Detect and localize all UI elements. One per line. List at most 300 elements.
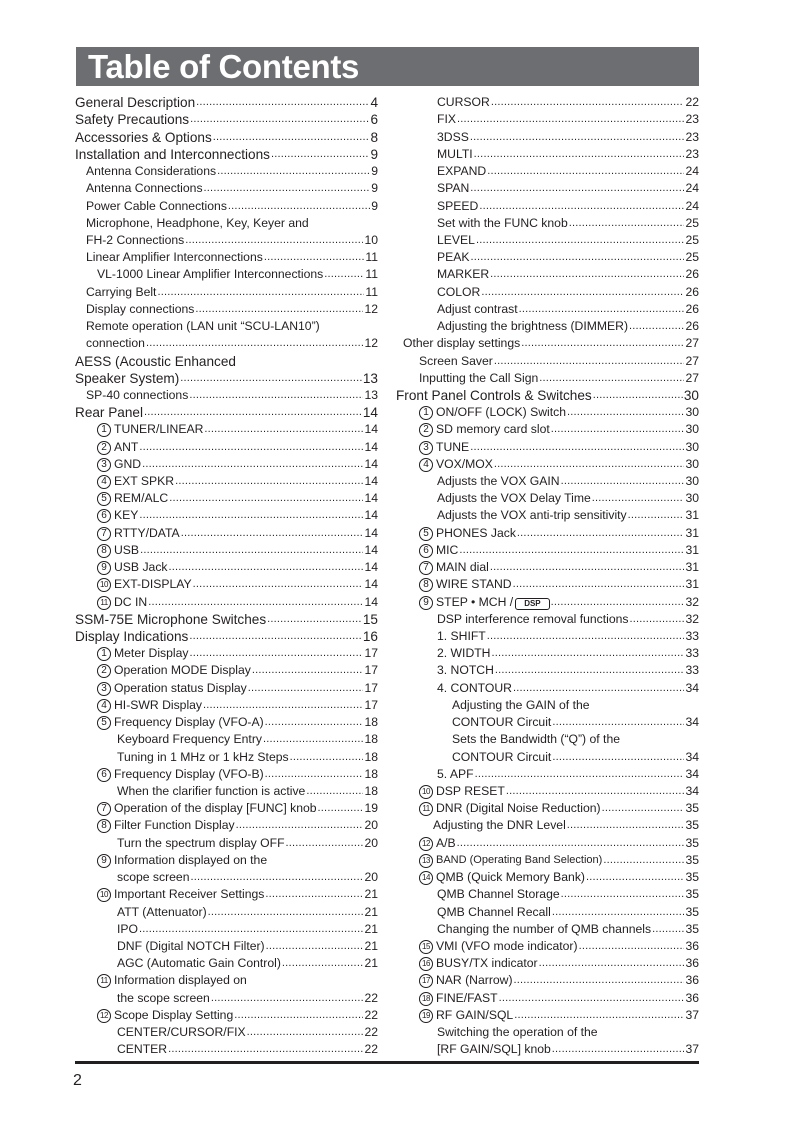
dot-leader	[474, 147, 685, 162]
toc-entry-title: FH-2 Connections	[86, 232, 185, 247]
dot-leader	[193, 577, 364, 592]
toc-entry	[75, 110, 378, 127]
page-number: 2	[73, 1072, 82, 1089]
dot-leader	[491, 95, 685, 110]
toc-entry-page: 21	[364, 904, 378, 919]
toc-entry	[75, 248, 378, 265]
toc-entry-title: CONTOUR Circuit	[452, 715, 552, 730]
toc-entry-title: QMB (Quick Memory Bank)	[436, 870, 585, 885]
toc-entry-page: 18	[364, 749, 378, 764]
toc-entry-page: 35	[685, 801, 699, 816]
toc-entry-page: 18	[364, 732, 378, 747]
circled-number-icon: 1	[419, 406, 433, 420]
toc-entry-page: 35	[685, 852, 699, 867]
toc-entry-title: REM/ALC	[114, 491, 169, 506]
toc-entry-title: Power Cable Connections	[86, 198, 227, 213]
toc-entry-title: 2. WIDTH	[437, 646, 491, 661]
dot-leader	[457, 112, 684, 127]
circled-number-icon: 5	[97, 492, 111, 506]
toc-entry-title: EXPAND	[437, 164, 487, 179]
dot-leader	[517, 526, 685, 541]
toc-entry-title: Safety Precautions	[75, 112, 190, 128]
toc-entry	[75, 851, 378, 868]
toc-entry	[75, 541, 378, 558]
toc-entry-page: 14	[364, 491, 378, 506]
circled-number-icon: 13	[419, 854, 433, 868]
toc-entry	[396, 300, 699, 317]
toc-entry	[396, 403, 699, 420]
toc-entry-title: Display Indications	[75, 629, 189, 644]
toc-entry-title: Other display settings	[403, 336, 521, 351]
toc-entry-title: 3DSS	[437, 129, 469, 144]
circled-number-icon: 14	[419, 871, 433, 885]
toc-entry	[75, 455, 378, 472]
toc-entry-page: 22	[364, 1007, 378, 1022]
toc-entry	[396, 162, 699, 179]
toc-entry-page: 14	[364, 577, 378, 592]
toc-entry-title: 4. CONTOUR	[437, 680, 512, 695]
toc-entry	[396, 971, 699, 988]
toc-entry-title: Adjusts the VOX anti-trip sensitivity	[437, 508, 627, 523]
toc-column-right	[396, 93, 699, 1057]
toc-entry-page: 14	[362, 405, 378, 421]
dot-leader	[457, 836, 685, 851]
toc-entry-page: 15	[362, 611, 378, 627]
toc-entry-title: CENTER	[117, 1042, 168, 1057]
toc-entry-title: Tuning in 1 MHz or 1 kHz Steps	[117, 749, 289, 764]
toc-entry-title: Frequency Display (VFO-A)	[114, 715, 264, 730]
dot-leader	[470, 130, 685, 145]
dot-leader	[629, 612, 684, 627]
toc-entry	[396, 334, 699, 351]
dot-leader	[513, 577, 685, 592]
circled-number-icon: 4	[419, 458, 433, 472]
toc-entry-page: 36	[685, 956, 699, 971]
toc-entry	[75, 592, 378, 609]
toc-entry-title: scope screen	[117, 870, 190, 885]
dot-leader	[286, 836, 364, 851]
toc-entry-page: 17	[364, 646, 378, 661]
toc-entry-page: 9	[371, 164, 378, 179]
toc-entry	[75, 713, 378, 730]
toc-entry-title: MAIN dial	[436, 560, 489, 575]
toc-entry-title: Switching the operation of the	[437, 1025, 598, 1040]
toc-entry-page: 14	[364, 525, 378, 540]
toc-entry	[75, 317, 378, 334]
toc-entry-title: SPEED	[437, 198, 479, 213]
toc-entry-page: 12	[364, 336, 378, 351]
toc-entry-page: 34	[685, 783, 699, 798]
dot-leader	[539, 371, 684, 386]
dot-leader	[514, 973, 685, 988]
toc-entry-title: Antenna Connections	[86, 181, 203, 196]
bottom-rule	[75, 1061, 699, 1064]
toc-entry	[75, 506, 378, 523]
toc-entry-title: SSM-75E Microphone Switches	[75, 611, 267, 627]
toc-entry-page: 11	[365, 250, 378, 265]
toc-entry-page: 21	[364, 956, 378, 971]
toc-entry-title: CONTOUR Circuit	[452, 749, 552, 764]
dot-leader	[203, 698, 363, 713]
toc-entry-title: Linear Amplifier Interconnections	[86, 250, 263, 265]
dot-leader	[208, 905, 364, 920]
toc-entry	[396, 885, 699, 902]
toc-entry	[396, 937, 699, 954]
dot-leader	[470, 440, 684, 455]
toc-entry	[396, 386, 699, 403]
toc-entry-title: ON/OFF (LOCK) Switch	[436, 405, 567, 420]
toc-entry-title: Information displayed on the	[114, 852, 268, 867]
toc-entry-page: 20	[364, 818, 378, 833]
circled-number-icon: 10	[97, 888, 111, 902]
toc-entry	[396, 696, 699, 713]
toc-entry-title: connection	[86, 336, 145, 351]
dot-leader	[190, 646, 364, 661]
dot-leader	[265, 887, 363, 902]
toc-entry-page: 17	[364, 680, 378, 695]
toc-entry-title: Changing the number of QMB channels	[437, 921, 652, 936]
toc-entry	[75, 489, 378, 506]
dot-leader	[213, 130, 370, 145]
toc-entry	[396, 1040, 699, 1057]
dsp-key-icon: DSP	[515, 598, 549, 610]
dot-leader	[266, 939, 364, 954]
toc-entry-page: 33	[685, 646, 699, 661]
toc-entry	[396, 145, 699, 162]
toc-entry	[75, 920, 378, 937]
toc-entry-title: Speaker System)	[75, 370, 180, 386]
toc-column-left	[75, 93, 378, 1057]
toc-entry	[75, 162, 378, 179]
toc-entry-page: 30	[685, 474, 699, 489]
dot-leader	[479, 199, 684, 214]
toc-entry-title: CURSOR	[437, 95, 490, 110]
dot-leader	[267, 612, 362, 627]
toc-entry	[75, 575, 378, 592]
toc-entry-page: 9	[371, 181, 378, 196]
toc-entry	[75, 369, 378, 386]
toc-entry-title: Adjusting the DNR Level	[433, 818, 566, 833]
dot-leader	[475, 767, 685, 782]
dot-leader	[586, 870, 684, 885]
toc-entry-title: USB	[114, 542, 140, 557]
toc-entry-page: 31	[685, 560, 699, 575]
toc-entry-title: KEY	[114, 508, 139, 523]
toc-entry	[75, 437, 378, 454]
toc-entry-title: DSP interference removal functions	[437, 611, 629, 626]
toc-entry	[75, 661, 378, 678]
toc-entry	[75, 868, 378, 885]
toc-entry	[396, 868, 699, 885]
toc-entry	[75, 420, 378, 437]
dot-leader	[271, 147, 369, 162]
toc-entry-page: 34	[685, 766, 699, 781]
toc-entry	[396, 833, 699, 850]
circled-number-icon: 8	[97, 544, 111, 558]
toc-entry-page: 17	[364, 697, 378, 712]
toc-entry-page: 26	[685, 267, 699, 282]
toc-entry-title: DC IN	[114, 594, 148, 609]
toc-entry	[75, 334, 378, 351]
toc-entry-page: 24	[685, 164, 699, 179]
dot-leader	[603, 853, 684, 868]
toc-entry-page: 20	[364, 870, 378, 885]
dot-leader	[513, 681, 684, 696]
toc-entry	[75, 678, 378, 695]
toc-entry	[75, 523, 378, 540]
toc-entry-page: 30	[683, 387, 699, 403]
toc-entry-page: 14	[364, 508, 378, 523]
toc-entry-title: Front Panel Controls & Switches	[396, 387, 592, 403]
dot-leader	[561, 887, 685, 902]
toc-entry-title: ANT	[114, 439, 139, 454]
dot-leader	[318, 801, 364, 816]
toc-entry	[396, 127, 699, 144]
toc-entry	[75, 644, 378, 661]
toc-entry	[396, 730, 699, 747]
toc-entry-page: 30	[685, 491, 699, 506]
toc-entry-title: Adjusts the VOX Delay Time	[437, 491, 591, 506]
toc-entry-title: RF GAIN/SQL	[436, 1007, 514, 1022]
toc-entry	[75, 988, 378, 1005]
toc-entry-title: LEVEL	[437, 232, 475, 247]
toc-entry-page: 33	[685, 663, 699, 678]
toc-entry-title: MIC	[436, 542, 459, 557]
toc-entry-title: QMB Channel Storage	[437, 887, 560, 902]
toc-entry-title: Filter Function Display	[114, 818, 235, 833]
toc-entry	[396, 369, 699, 386]
toc-entry-title: Adjusts the VOX GAIN	[437, 474, 560, 489]
toc-entry-title: QMB Channel Recall	[437, 904, 551, 919]
dot-leader	[487, 164, 684, 179]
toc-entry	[396, 954, 699, 971]
dot-leader	[265, 767, 364, 782]
toc-entry	[75, 816, 378, 833]
toc-entry-title: 1. SHIFT	[437, 629, 486, 643]
dot-leader	[290, 750, 364, 765]
toc-entry-title: FIX	[437, 112, 456, 127]
toc-entry	[75, 971, 378, 988]
toc-entry	[396, 472, 699, 489]
toc-entry-title: EXT SPKR	[114, 474, 175, 489]
toc-entry-page: 12	[364, 301, 378, 316]
dot-leader	[628, 508, 685, 523]
toc-entry	[75, 833, 378, 850]
toc-entry-page: 21	[364, 887, 378, 902]
dot-leader	[175, 474, 363, 489]
toc-entry-page: 36	[685, 938, 699, 953]
dot-leader	[579, 939, 685, 954]
toc-entry-title: Display connections	[86, 301, 195, 316]
dot-leader	[228, 199, 370, 214]
circled-number-icon: 6	[97, 509, 111, 523]
toc-entry-title: Scope Display Setting	[114, 1007, 234, 1022]
toc-entry-title: DSP RESET	[436, 783, 505, 798]
dot-leader	[252, 663, 364, 678]
dot-leader	[282, 956, 364, 971]
dot-leader	[142, 457, 363, 472]
toc-entry-title: Accessories & Options	[75, 129, 212, 145]
toc-entry-title: Rear Panel	[75, 405, 144, 421]
dot-leader	[551, 595, 685, 610]
toc-entry	[75, 747, 378, 764]
toc-entry	[396, 317, 699, 334]
dot-leader	[196, 95, 369, 110]
toc-entry-page: 22	[364, 1025, 378, 1040]
toc-entry-title: CENTER/CURSOR/FIX	[117, 1025, 246, 1040]
toc-entry-page: 22	[685, 95, 699, 110]
circled-number-icon: 1	[97, 647, 111, 661]
toc-entry-page: 14	[364, 542, 378, 557]
dot-leader	[190, 112, 369, 127]
toc-entry-page: 36	[685, 973, 699, 988]
toc-entry-page: 25	[685, 215, 699, 230]
dot-leader	[492, 646, 685, 661]
toc-entry	[75, 196, 378, 213]
toc-entry-title: General Description	[75, 95, 196, 111]
toc-entry	[396, 782, 699, 799]
toc-entry-page: 21	[364, 938, 378, 953]
toc-entry	[396, 214, 699, 231]
toc-entry-title: Keyboard Frequency Entry	[117, 732, 262, 747]
toc-entry	[396, 179, 699, 196]
title-bar	[76, 47, 699, 86]
toc-entry	[75, 1023, 378, 1040]
toc-entry-page: 18	[364, 715, 378, 730]
dot-leader	[204, 422, 363, 437]
dot-leader	[592, 491, 685, 506]
dot-leader	[139, 508, 363, 523]
toc-entry-page: 27	[685, 353, 699, 368]
toc-entry	[75, 282, 378, 299]
toc-entry	[75, 93, 378, 110]
toc-entry-title: Information displayed on	[114, 973, 247, 988]
dot-leader	[264, 250, 365, 265]
toc-entry	[396, 575, 699, 592]
dot-leader	[602, 801, 685, 816]
dot-leader	[195, 302, 363, 317]
dot-leader	[490, 267, 684, 282]
dot-leader	[494, 354, 685, 369]
dot-leader	[265, 715, 364, 730]
toc-entry-title: Antenna Considerations	[86, 164, 217, 179]
dot-leader	[652, 922, 684, 937]
toc-entry-title: Frequency Display (VFO-B)	[114, 766, 264, 781]
toc-entry-title: Screen Saver	[419, 353, 493, 368]
toc-entry-page: 35	[685, 835, 699, 850]
dot-leader	[146, 336, 363, 351]
toc-entry-title: FINE/FAST	[436, 990, 498, 1005]
dot-leader	[459, 543, 684, 558]
toc-entry	[396, 420, 699, 437]
toc-entry	[75, 179, 378, 196]
toc-entry-page: 18	[364, 766, 378, 781]
dot-leader	[191, 870, 364, 885]
toc-entry-title: WIRE STAND	[436, 577, 512, 592]
dot-leader	[552, 1042, 685, 1057]
toc-entry-title: VOX/MOX	[436, 456, 493, 471]
dot-leader	[519, 302, 685, 317]
dot-leader	[144, 405, 362, 420]
toc-entry-title: When the clarifier function is active	[117, 783, 306, 798]
circled-number-icon: 8	[419, 578, 433, 592]
toc-entry	[396, 437, 699, 454]
toc-entry-title: TUNE	[436, 439, 470, 454]
toc-entry-title: Inputting the Call Sign	[419, 370, 539, 385]
circled-number-icon: 19	[419, 1009, 433, 1023]
toc-entry-page: 21	[364, 921, 378, 936]
toc-entry	[396, 231, 699, 248]
toc-entry	[396, 816, 699, 833]
toc-entry-page: 31	[685, 577, 699, 592]
toc-entry-page: 14	[364, 474, 378, 489]
circled-number-icon: 1	[97, 423, 111, 437]
toc-entry-title: VMI (VFO mode indicator)	[436, 938, 578, 953]
toc-entry	[396, 455, 699, 472]
circled-number-icon: 4	[97, 699, 111, 713]
toc-entry-title: AGC (Automatic Gain Control)	[117, 956, 281, 971]
toc-entry-page: 37	[685, 1007, 699, 1022]
toc-entry-title: HI-SWR Display	[114, 697, 203, 712]
dot-leader	[569, 216, 685, 231]
toc-entry	[396, 282, 699, 299]
toc-entry-page: 36	[685, 990, 699, 1005]
toc-entry-page: 4	[370, 95, 378, 111]
page-title: Table of Contents	[88, 48, 360, 85]
circled-number-icon: 12	[97, 1009, 111, 1023]
circled-number-icon: 2	[419, 423, 433, 437]
toc-entry	[396, 558, 699, 575]
toc-entry-title: RTTY/DATA	[114, 525, 180, 540]
toc-entry-title: Adjusting the GAIN of the	[452, 697, 590, 712]
toc-entry	[396, 610, 699, 627]
toc-entry	[396, 1023, 699, 1040]
dot-leader	[506, 784, 685, 799]
dot-leader	[247, 1025, 364, 1040]
dot-leader	[494, 457, 685, 472]
toc-entry	[396, 489, 699, 506]
toc-entry-title: [RF GAIN/SQL] knob	[437, 1042, 551, 1057]
toc-entry-title: ATT (Attenuator)	[117, 904, 207, 919]
dot-leader	[189, 388, 363, 403]
toc-entry	[396, 93, 699, 110]
toc-entry-page: 27	[685, 370, 699, 385]
circled-number-icon: 5	[97, 716, 111, 730]
toc-entry-title: Operation status Display	[114, 680, 247, 695]
toc-entry	[396, 678, 699, 695]
toc-entry-page: 14	[364, 439, 378, 454]
dot-leader	[551, 422, 685, 437]
circled-number-icon: 5	[419, 527, 433, 541]
toc-entry-page: 35	[685, 904, 699, 919]
dot-leader	[476, 233, 684, 248]
toc-entry	[75, 730, 378, 747]
toc-entry	[396, 851, 699, 868]
toc-entry	[75, 558, 378, 575]
toc-entry-title: SP-40 connections	[86, 387, 189, 402]
toc-entry	[75, 214, 378, 231]
circled-number-icon: 7	[419, 561, 433, 575]
dot-leader	[552, 905, 685, 920]
toc-entry-page: 9	[370, 146, 378, 162]
dot-leader	[471, 250, 685, 265]
toc-entry	[75, 885, 378, 902]
toc-entry	[396, 713, 699, 730]
toc-entry-page: 24	[685, 181, 699, 196]
toc-entry-page: 9	[371, 198, 378, 213]
toc-entry	[75, 902, 378, 919]
circled-number-icon: 7	[97, 802, 111, 816]
